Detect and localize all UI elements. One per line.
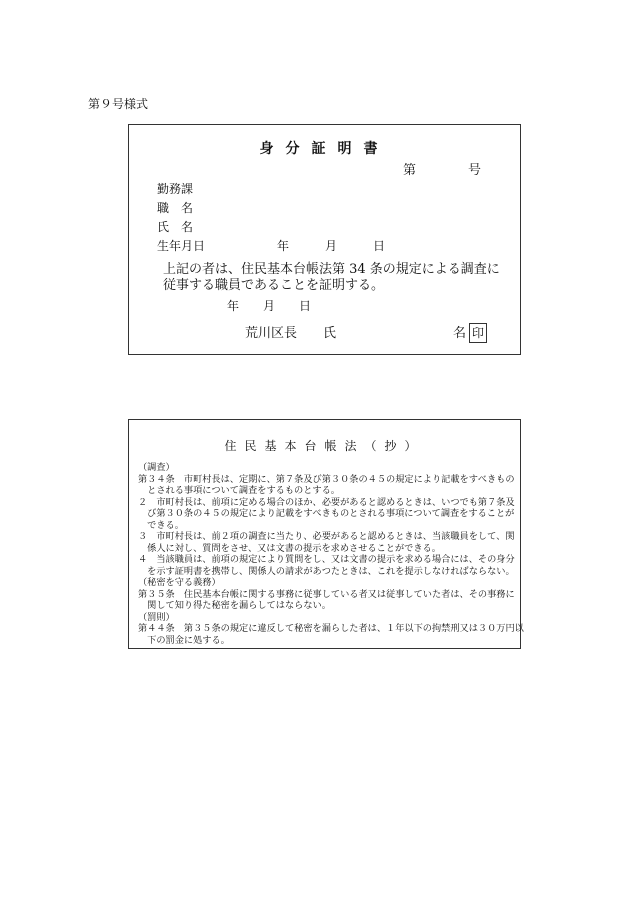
seal-stamp: 印 xyxy=(469,323,487,343)
field-birthdate: 生年月日 年 月 日 xyxy=(157,239,386,253)
issue-date: 年 月 日 xyxy=(227,299,312,313)
law-line: 第３５条 住民基本台帳に関する事務に従事している者又は従事していた者は、その事務に xyxy=(138,588,515,600)
law-line: ２ 市町村長は、前項に定める場合のほか、必要があると認めるときは、いつでも第７条及 xyxy=(138,496,515,508)
law-line: （調査） xyxy=(138,462,175,473)
law-line: び第３０条の４５の規定により記載をすべきものとされる事項について調査をすることが xyxy=(138,508,515,519)
law-line: （秘密を守る義務） xyxy=(138,577,221,588)
certificate-title: 身分証明書 xyxy=(259,141,390,157)
law-excerpt-box xyxy=(128,419,524,649)
law-line: とされる事項について調査をするものとする。 xyxy=(138,485,340,496)
law-line: 関して知り得た秘密を漏らしてはならない。 xyxy=(138,600,331,611)
law-line: 第４４条 第３５条の規定に違反して秘密を漏らした者は、１年以下の拘禁刑又は３０万円以 xyxy=(138,623,524,634)
identity-certificate-card xyxy=(128,124,521,355)
law-line: できる。 xyxy=(138,519,184,531)
law-line: 第３４条 市町村長は、定期に、第７条及び第３０条の４５の規定により記載をすべきもの xyxy=(138,473,515,485)
certificate-number: 第 号 xyxy=(403,163,482,178)
law-line: を示す証明書を携帯し、関係人の請求があつたときは、これを提示しなければならない。 xyxy=(138,565,515,577)
field-department: 勤務課 xyxy=(157,182,194,196)
signer-row xyxy=(245,323,487,343)
law-line: 下の罰金に処する。 xyxy=(138,634,230,646)
law-line: ４ 当該職員は、前項の規定により質問をし、又は文書の提示を求める場合には、その身分 xyxy=(138,554,515,565)
law-line: ３ 市町村長は、前２項の調査に当たり、必要があると認めるときは、当該職員をして、関 xyxy=(138,531,515,542)
law-line: （罰則） xyxy=(138,611,175,623)
form-number-label: 第９号様式 xyxy=(88,97,149,111)
law-title: 住民基本台帳法（抄） xyxy=(224,439,425,453)
field-name: 氏 名 xyxy=(157,220,194,234)
statement-line-1: 上記の者は、住民基本台帳法第 34 条の規定による調査に xyxy=(163,262,500,277)
law-text xyxy=(138,462,524,646)
statement-line-2: 従事する職員であることを証明する。 xyxy=(163,278,385,293)
field-title: 職 名 xyxy=(157,201,194,215)
signer: 荒川区長 氏 名 xyxy=(245,325,467,341)
law-line: 係人に対し、質問をさせ、又は文書の提示を求めさせることができる。 xyxy=(138,542,441,554)
